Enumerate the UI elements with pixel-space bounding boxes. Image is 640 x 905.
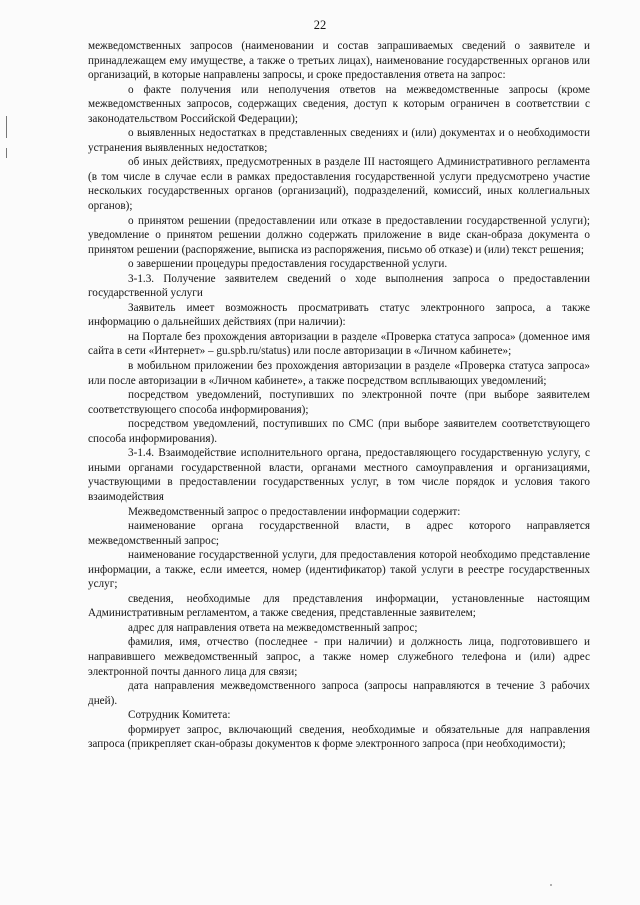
paragraph: наименование государственной услуги, для предоставления которой необходимо представление информации, а также, если имеется, номер (идентификатор) такой услуги в реестре государственных услуг;: [88, 549, 590, 591]
paragraph: адрес для направления ответа на межведомственный запрос;: [128, 621, 418, 634]
scan-margin-mark: [6, 148, 7, 158]
paragraph: Заявитель имеет возможность просматривать статус электронного запроса, а также информацию о дальнейших действиях (при наличии):: [88, 301, 590, 329]
paragraph: формирует запрос, включающий сведения, необходимые и обязательные для направления запроса (прикрепляет скан-образы документов к форме электронного запроса (при необходимости);: [88, 723, 590, 751]
paragraph: на Портале без прохождения авторизации в разделе «Проверка статуса запроса» (доменное имя сайта в сети «Интернет» – gu.spb.ru/status) или после авторизации в «Личном кабинете»;: [88, 330, 590, 358]
paragraph: 3-1.3. Получение заявителем сведений о ходе выполнения запроса о предоставлении государственной услуги: [88, 272, 590, 300]
page-number: 22: [313, 18, 327, 32]
paragraph: сведения, необходимые для представления информации, установленные настоящим Административным регламентом, а также сведения, представленные заявителем;: [88, 592, 590, 620]
paragraph: о факте получения или неполучения ответов на межведомственные запросы (кроме межведомственных запросов, содержащих сведения, доступ к которым ограничен в соответствии с законодательством Российской Федерации);: [88, 83, 590, 125]
document-body: [88, 39, 590, 752]
paragraph: наименование органа государственной власти, в адрес которого направляется межведомственный запрос;: [88, 520, 590, 547]
paragraph: о выявленных недостатках в представленных сведениях и (или) документах и о необходимости устранения выявленных недостатков;: [88, 127, 590, 154]
paragraph: о принятом решении (предоставлении или отказе в предоставлении государственной услуги); уведомление о принятом решении должно содержать приложение в виде скан-образа документа о принятом решении (распоряжение, выписка из распоряжения, письмо об отказе) и (или) текст решения;: [88, 214, 590, 256]
scan-artifact: [550, 884, 552, 886]
paragraph: о завершении процедуры предоставления государственной услуги.: [128, 258, 448, 271]
paragraph: об иных действиях, предусмотренных в разделе III настоящего Административного регламента (в том числе в случае если в рамках предоставления государственной услуги предусмотрено участие нескольких государственных органов (организаций), подразделений, комиссий, иных коллегиальных органов);: [88, 156, 590, 213]
paragraph: межведомственных запросов (наименовании и состав запрашиваемых сведений о заявителе и принадлежащем ему имуществе, а также о третьих лицах), наименование государственных органов или организаций, в которые направлены запросы, и сроке предоставления ответа на запрос:: [88, 40, 590, 82]
paragraph: дата направления межведомственного запроса (запросы направляются в течение 3 рабочих дней).: [88, 680, 590, 707]
paragraph: Сотрудник Комитета:: [128, 709, 231, 722]
paragraph: фамилия, имя, отчество (последнее - при наличии) и должность лица, подготовившего и направившего межведомственный запрос, а также номер служебного телефона и (или) адрес электронной почты данного лица для связи;: [88, 636, 590, 678]
scan-margin-mark: [6, 116, 7, 138]
paragraph: посредством уведомлений, поступивших по электронной почте (при выборе заявителем соответствующего способа информирования);: [88, 389, 590, 416]
paragraph: 3-1.4. Взаимодействие исполнительного органа, предоставляющего государственную услугу, с иными органами государственной власти, органами местного самоуправления и организациями, участвующими в предоставлении государственных услуг, в том числе порядок и условия такого взаимодействия: [88, 447, 590, 503]
paragraph: посредством уведомлений, поступивших по СМС (при выборе заявителем соответствующего способа информирования).: [88, 418, 590, 445]
paragraph: в мобильном приложении без прохождения авторизации в разделе «Проверка статуса запроса» или после авторизации в «Личном кабинете», а также посредством всплывающих уведомлений;: [88, 360, 590, 387]
paragraph: Межведомственный запрос о предоставлении информации содержит:: [128, 505, 461, 518]
